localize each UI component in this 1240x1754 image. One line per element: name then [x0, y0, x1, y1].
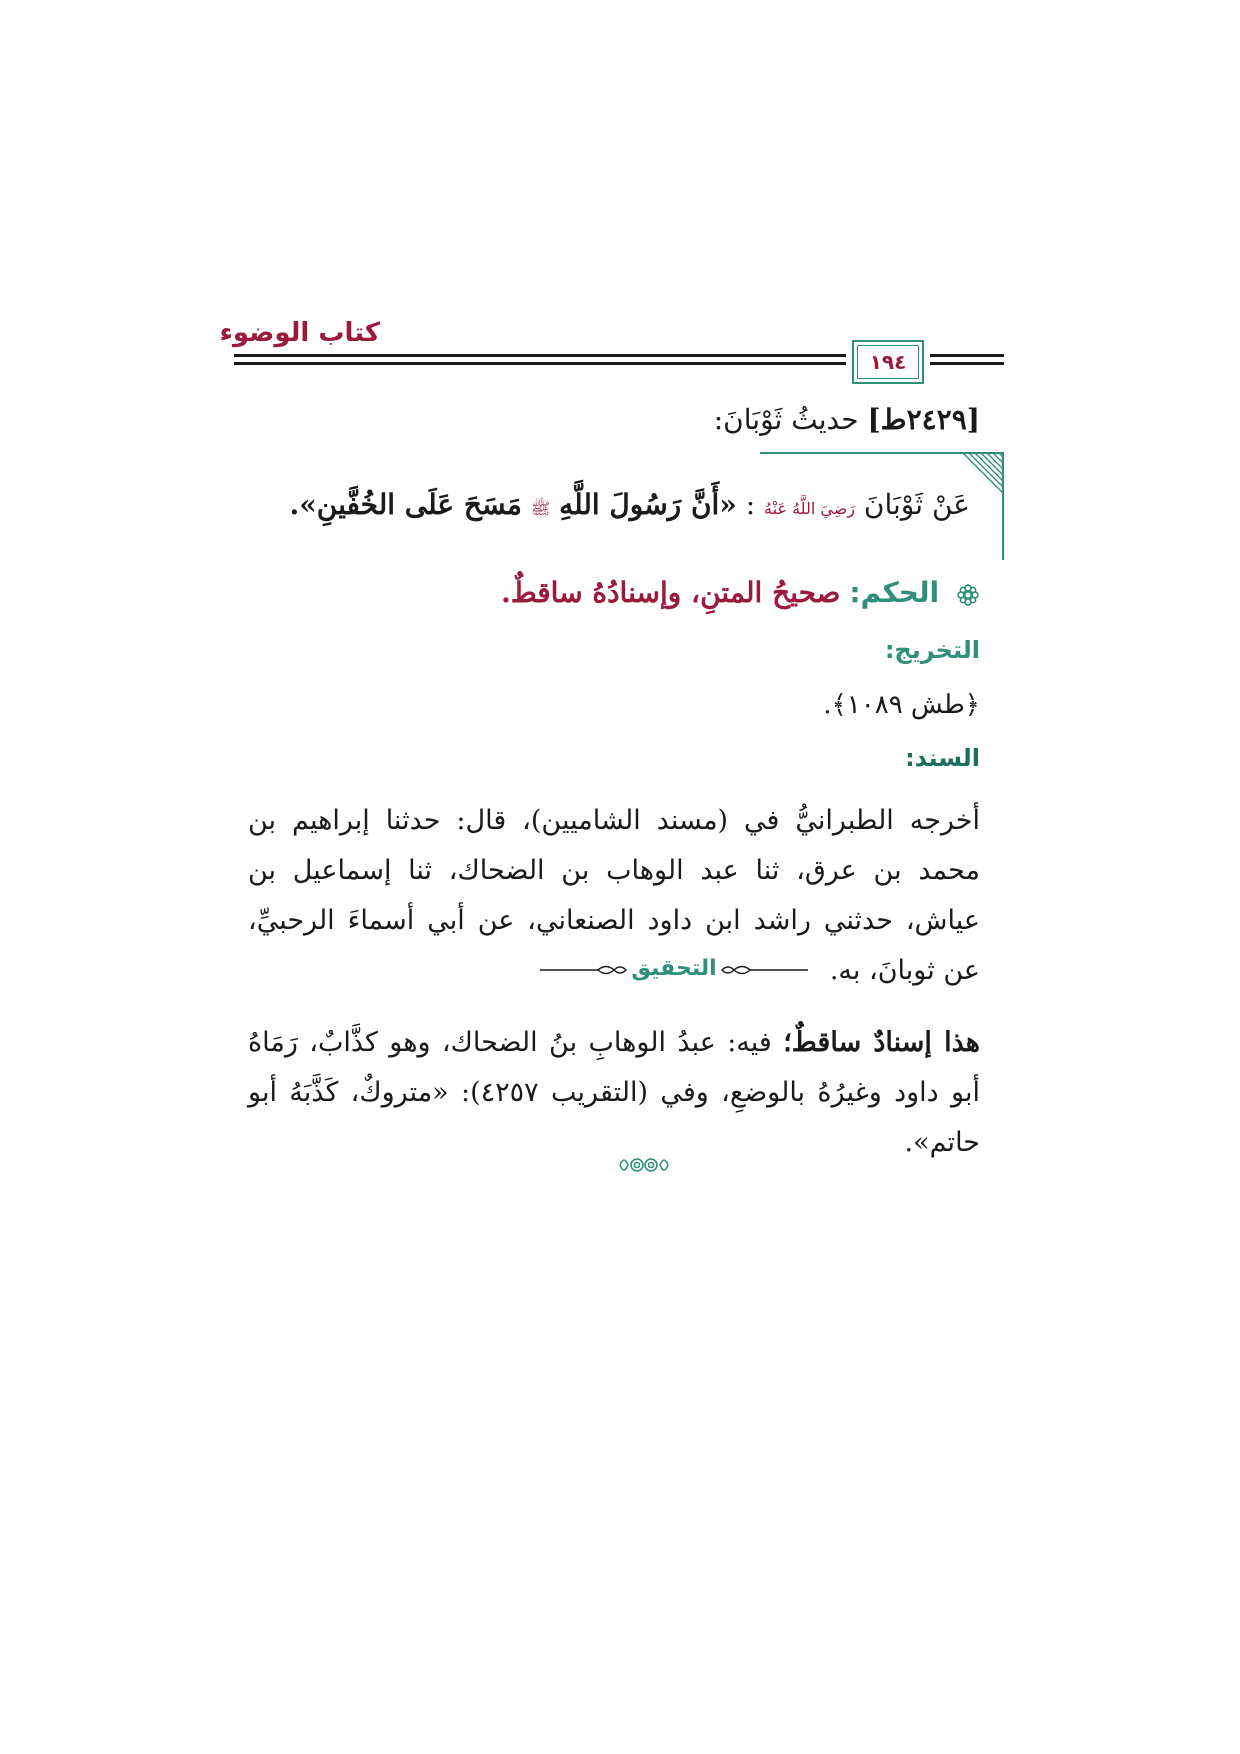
- hukm-label: الحكم:: [849, 576, 940, 609]
- sanad-label: السند:: [905, 744, 980, 772]
- flower-icon: [956, 583, 980, 607]
- tahqiq-divider: [540, 950, 808, 990]
- header-rule-left-bottom: [234, 362, 846, 365]
- matn-colon: :: [745, 488, 756, 521]
- hukm-text: صحيحُ المتنِ، وإسنادُهُ ساقطٌ.: [500, 576, 841, 609]
- end-ornament-icon: [616, 1150, 672, 1180]
- tahqiq-text: فيه: عبدُ الوهابِ بنُ الضحاك، وهو كذَّابٌ، رَمَاهُ أبو داود وغيرُهُ بالوضعِ، وفي (التقريب ٤٢٥٧): «متروكٌ، كَذَّبَهُ أبو حاتم».: [248, 1027, 980, 1158]
- header-rule-right-top: [930, 354, 1004, 357]
- hadith-title: حديثُ ثَوْبَانَ:: [713, 403, 859, 436]
- page-number-badge: [852, 340, 924, 384]
- takhrij-reference: ﴿طش ١٠٨٩﴾.: [823, 690, 980, 720]
- hadith-heading: [714, 403, 980, 436]
- sanad-paragraph: أخرجه الطبرانيُّ في (مسند الشاميين)، قال: حدثنا إبراهيم بن محمد بن عرق، ثنا عبد الوهاب بن الضحاك، ثنا إسماعيل بن عياش، حدثني راشد ابن داود الصنعاني، عن أبي أسماءَ الرحبيِّ، عن ثوبانَ، به.: [248, 805, 980, 986]
- takhrij-label: التخريج:: [884, 636, 980, 664]
- tahqiq-title: التحقيق: [631, 956, 717, 981]
- hukm-line: [501, 576, 980, 609]
- matn-intro: عَنْ ثَوْبَانَ: [863, 488, 970, 521]
- header-rule-right-bottom: [930, 362, 1004, 365]
- hadith-number: [٢٤٢٩ط]: [867, 403, 980, 436]
- book-title: كتاب الوضوء: [219, 318, 380, 348]
- matn-quote: «أَنَّ رَسُولَ اللَّهِ: [559, 488, 737, 521]
- honorific: رَضِيَ اللَّهُ عَنْهُ: [764, 499, 856, 518]
- matn-quote-end: مَسَحَ عَلَى الخُفَّينِ».: [289, 488, 522, 521]
- tahqiq-lead: هذا إسنادٌ ساقطٌ؛: [783, 1027, 981, 1058]
- page-number: ١٩٤: [869, 350, 907, 374]
- header-rule-left-top: [234, 354, 846, 357]
- tahqiq-paragraph: [248, 1018, 980, 1168]
- hadith-matn: [290, 488, 971, 522]
- salawat: ﷺ: [530, 499, 551, 518]
